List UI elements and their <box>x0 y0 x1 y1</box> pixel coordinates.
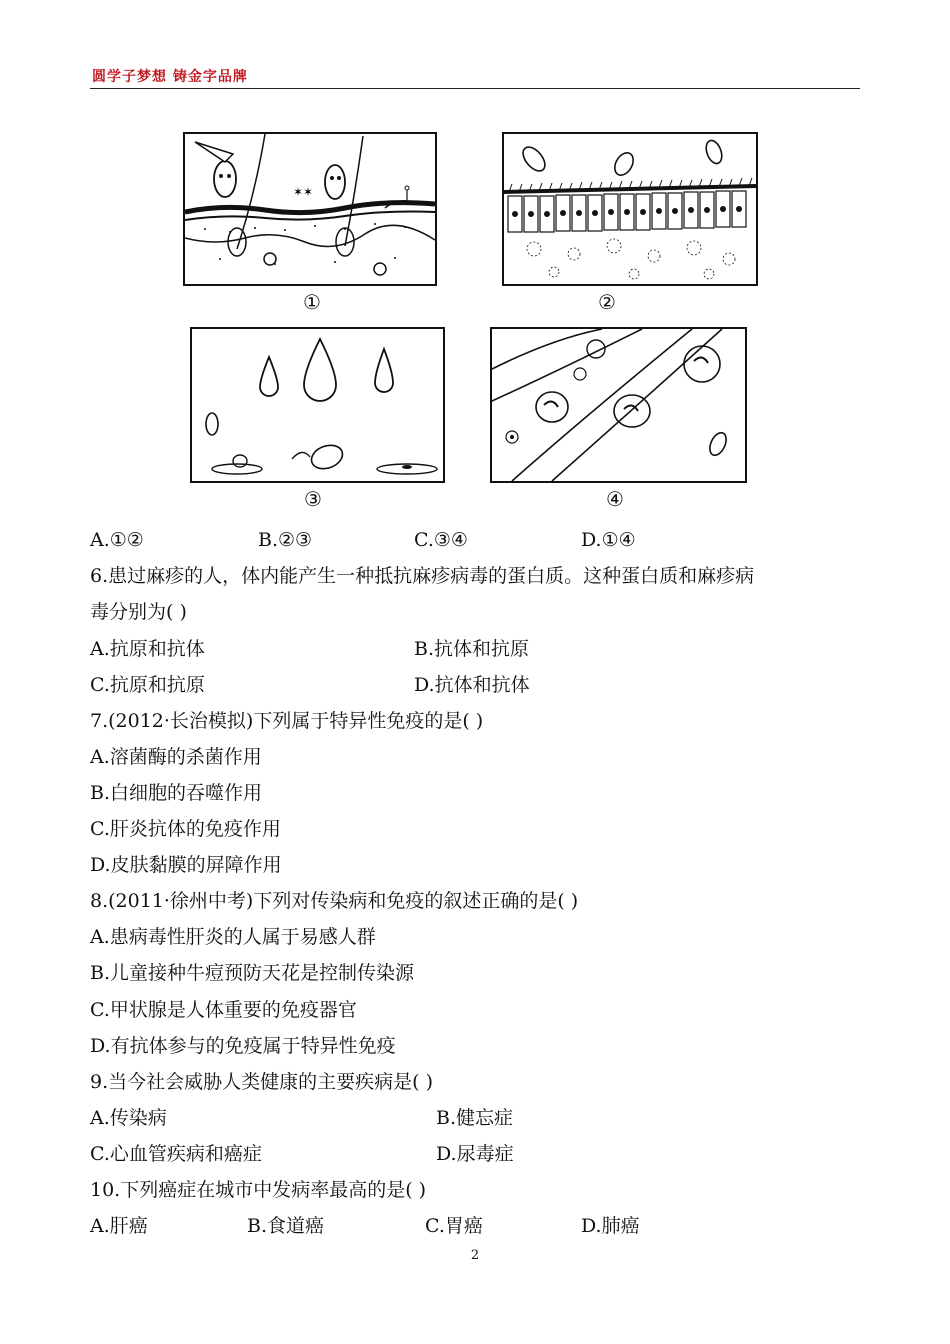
q7-stem: 7.(2012·长治模拟)下列属于特异性免疫的是( ) <box>90 710 484 732</box>
q6-stem-line1: 6.患过麻疹的人，体内能产生一种抵抗麻疹病毒的蛋白质。这种蛋白质和麻疹病 <box>90 565 755 587</box>
q8-option-a[interactable]: A.患病毒性肝炎的人属于易感人群 <box>90 926 376 948</box>
q6-option-a[interactable]: A.抗原和抗体 <box>90 638 205 660</box>
q8-option-b[interactable]: B.儿童接种牛痘预防天花是控制传染源 <box>90 962 415 984</box>
q8-option-d[interactable]: D.有抗体参与的免疫属于特异性免疫 <box>90 1035 396 1057</box>
skin-barrier-illustration <box>185 134 435 284</box>
page-number: 2 <box>470 1248 480 1263</box>
q7-option-b[interactable]: B.白细胞的吞噬作用 <box>90 782 263 804</box>
q10-option-a[interactable]: A.肝癌 <box>90 1215 148 1237</box>
q6-option-b[interactable]: B.抗体和抗原 <box>414 638 530 660</box>
header-divider <box>90 88 860 89</box>
q5-option-d[interactable]: D.①④ <box>581 529 636 551</box>
q10-option-c[interactable]: C.胃癌 <box>425 1215 483 1237</box>
figure-2-mucosa-barrier <box>502 132 758 286</box>
figure-1-skin-barrier <box>183 132 437 286</box>
q6-option-d[interactable]: D.抗体和抗体 <box>414 674 530 696</box>
mucosa-illustration <box>504 134 756 284</box>
header-brand: 圆学子梦想 铸金字品牌 <box>92 69 248 85</box>
q8-stem: 8.(2011·徐州中考)下列对传染病和免疫的叙述正确的是( ) <box>90 890 579 912</box>
q9-option-c[interactable]: C.心血管疾病和癌症 <box>90 1143 262 1165</box>
q9-option-b[interactable]: B.健忘症 <box>436 1107 514 1129</box>
q9-stem: 9.当今社会威胁人类健康的主要疾病是( ) <box>90 1071 433 1093</box>
figure-4-label: ④ <box>606 487 624 511</box>
figure-2-label: ② <box>598 290 616 314</box>
q5-option-b[interactable]: B.②③ <box>258 529 313 551</box>
figure-3-label: ③ <box>304 487 322 511</box>
q7-option-d[interactable]: D.皮肤黏膜的屏障作用 <box>90 854 282 876</box>
phagocyte-illustration <box>492 329 745 481</box>
q10-stem: 10.下列癌症在城市中发病率最高的是( ) <box>90 1179 427 1201</box>
figure-3-lysozyme <box>190 327 445 483</box>
q9-option-d[interactable]: D.尿毒症 <box>436 1143 514 1165</box>
figure-4-phagocytes <box>490 327 747 483</box>
q10-option-d[interactable]: D.肺癌 <box>581 1215 640 1237</box>
q7-option-c[interactable]: C.肝炎抗体的免疫作用 <box>90 818 281 840</box>
svg-text:✶✶: ✶✶ <box>293 185 314 199</box>
q6-option-c[interactable]: C.抗原和抗原 <box>90 674 205 696</box>
q6-stem-line2: 毒分别为( ) <box>90 601 187 623</box>
q5-option-a[interactable]: A.①② <box>90 529 144 551</box>
q5-option-c[interactable]: C.③④ <box>414 529 468 551</box>
q10-option-b[interactable]: B.食道癌 <box>247 1215 325 1237</box>
lysozyme-illustration <box>192 329 443 481</box>
q7-option-a[interactable]: A.溶菌酶的杀菌作用 <box>90 746 262 768</box>
figure-1-label: ① <box>303 290 321 314</box>
q8-option-c[interactable]: C.甲状腺是人体重要的免疫器官 <box>90 999 357 1021</box>
q9-option-a[interactable]: A.传染病 <box>90 1107 167 1129</box>
